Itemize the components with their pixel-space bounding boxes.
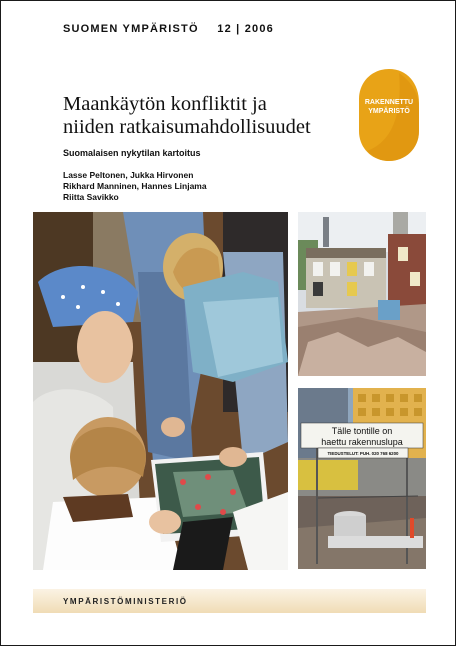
author-line: Riitta Savikko (63, 192, 119, 202)
building-demolition-photo (298, 212, 426, 376)
theme-badge-label (359, 98, 419, 116)
publisher-name: YMPÄRISTÖMINISTERIÖ (63, 597, 188, 606)
badge-line-1: RAKENNETTU (364, 99, 414, 106)
title-line-1: Maankäytön konfliktit ja (63, 93, 267, 115)
author-line: Rikhard Manninen, Hannes Linjama (63, 181, 207, 191)
author-line: Lasse Peltonen, Jukka Hirvonen (63, 170, 194, 180)
sign-line-1: Tälle tontille on (331, 426, 393, 436)
title-line-2: niiden ratkaisumahdollisuudet (63, 116, 311, 138)
construction-site-sign-photo (298, 388, 426, 569)
badge-line-2: YMPÄRISTÖ (368, 108, 410, 115)
report-subtitle: Suomalaisen nykytilan kartoitus (63, 148, 201, 158)
series-name: SUOMEN YMPÄRISTÖ (63, 23, 199, 35)
sign-line-2: haettu rakennuslupa (321, 437, 403, 447)
sign-small-print: TIEDUSTELUT: PUH. 020 768 6200 (327, 451, 399, 456)
author-list (63, 170, 207, 203)
series-line (63, 23, 274, 35)
series-issue: 12 | 2006 (217, 23, 274, 35)
people-examining-map-photo (33, 212, 288, 570)
report-title (63, 93, 353, 139)
